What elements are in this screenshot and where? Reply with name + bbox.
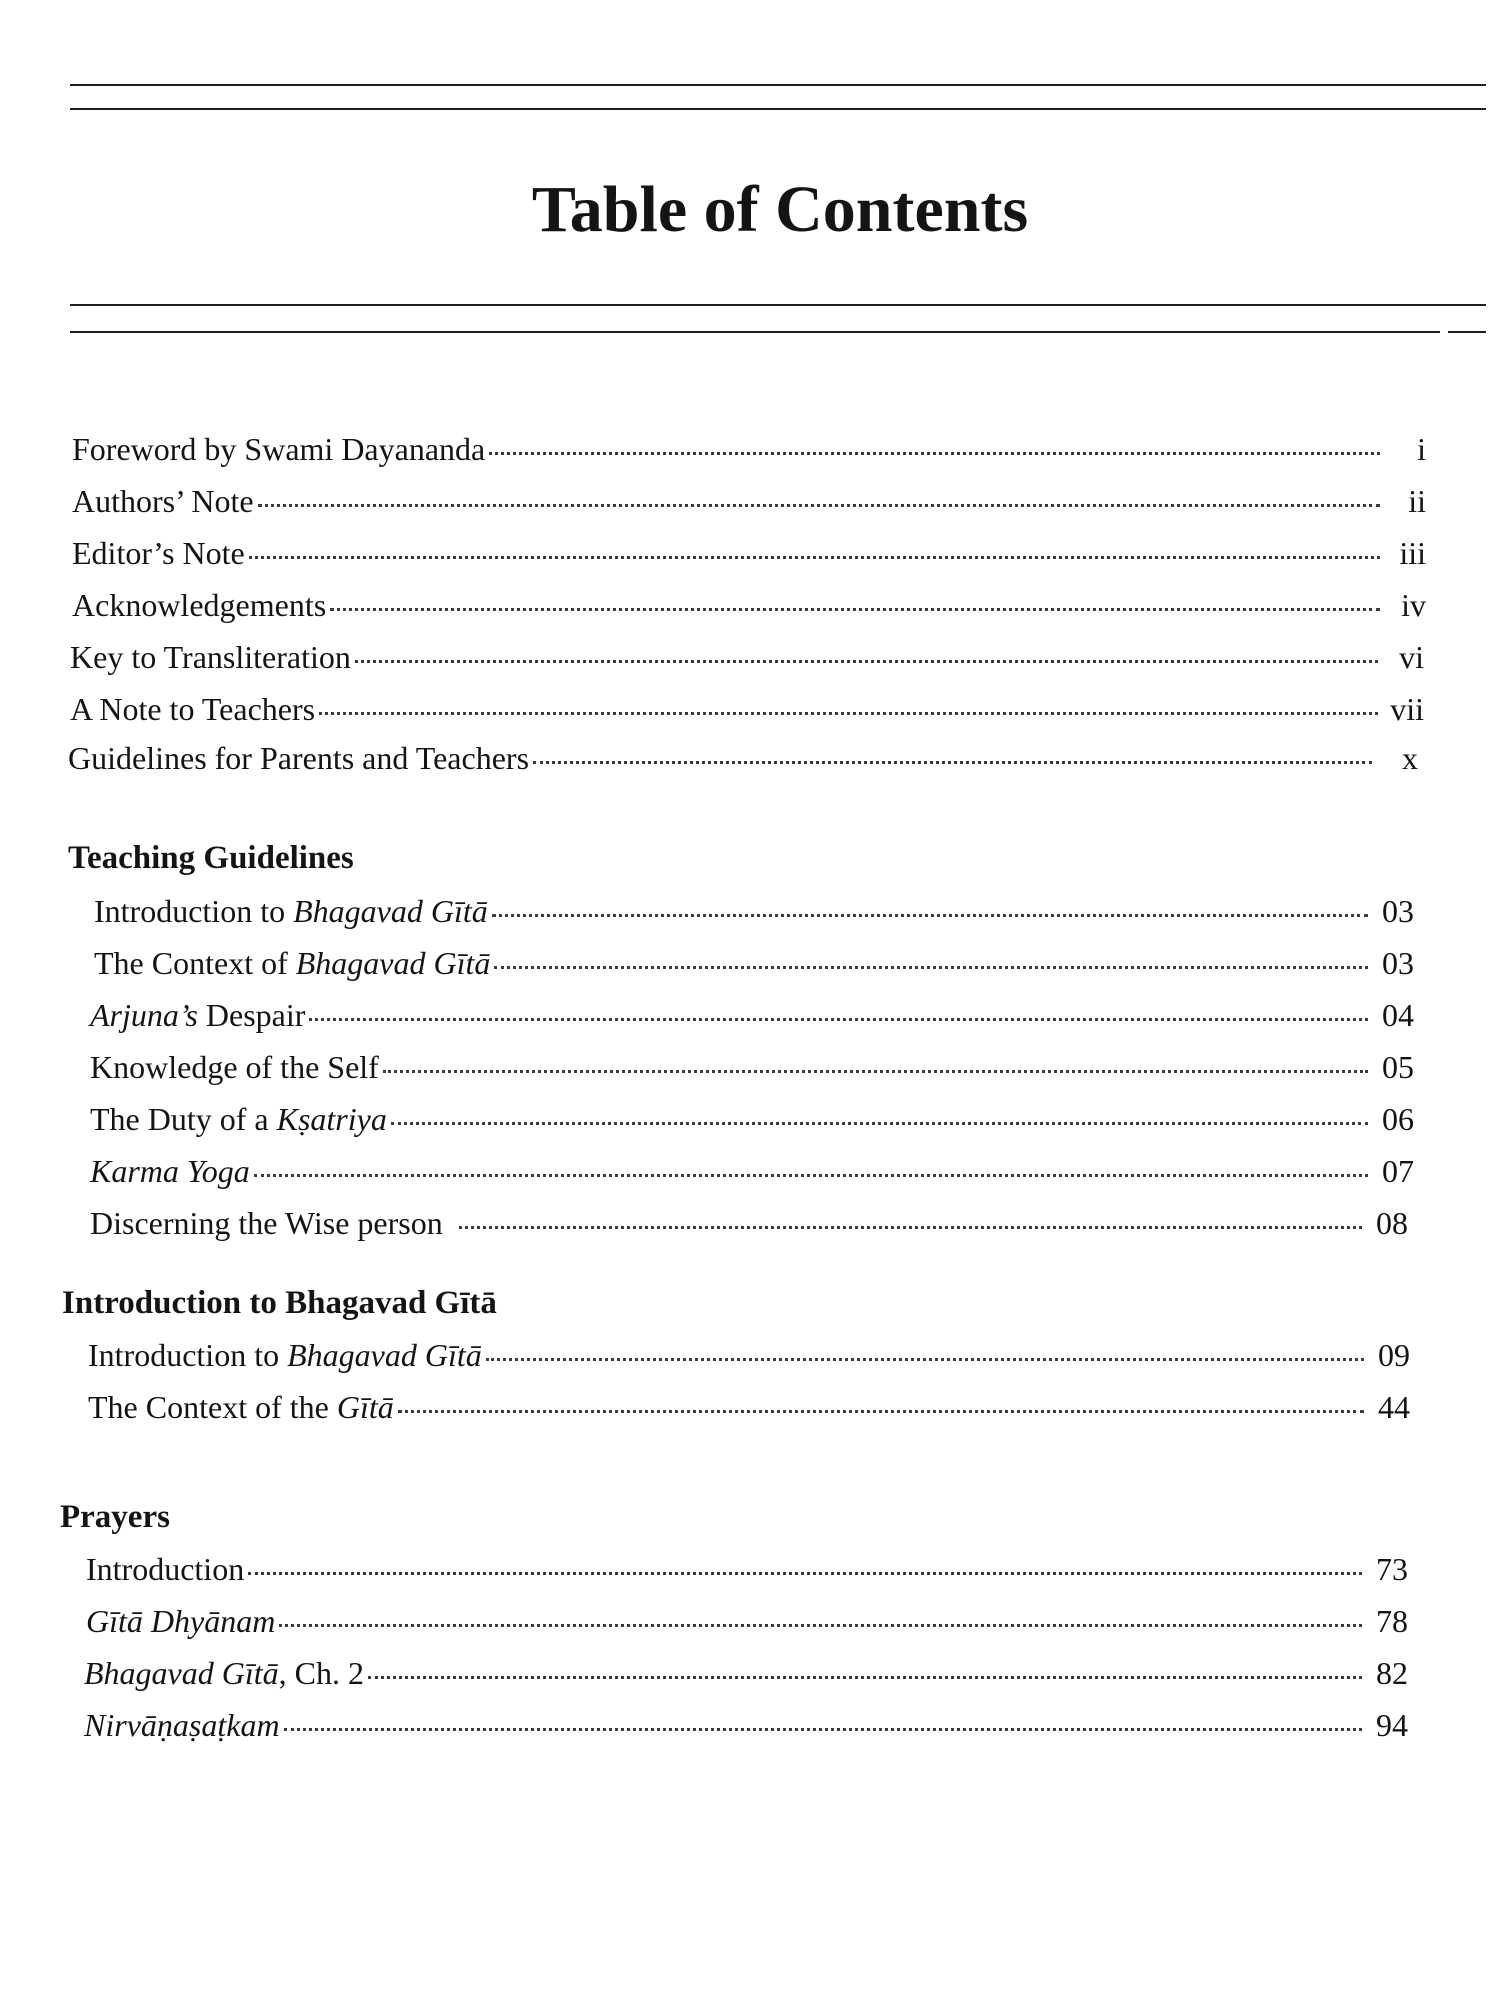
toc-entry-acknowledgements[interactable] (72, 584, 1426, 626)
toc-entry-page: 03 (1382, 945, 1414, 981)
toc-entry-note-to-teachers[interactable] (70, 688, 1424, 730)
toc-entry-key-to-transliteration[interactable] (70, 636, 1424, 678)
toc-entry-page: 94 (1376, 1707, 1408, 1743)
toc-entry-page: vii (1390, 691, 1424, 727)
dot-leader (284, 1728, 1362, 1731)
toc-entry-label: A Note to Teachers (70, 691, 316, 727)
toc-entry-label: Introduction (86, 1551, 245, 1587)
toc-entry-label: Knowledge of the Self (90, 1049, 379, 1085)
toc-entry[interactable] (90, 1202, 1408, 1244)
toc-entry-label: Guidelines for Parents and Teachers (68, 740, 530, 776)
dot-leader (494, 966, 1368, 969)
toc-entry-page: 04 (1382, 997, 1414, 1033)
toc-entry-label: Introduction to Bhagavad Gītā (88, 1337, 482, 1373)
toc-entry[interactable] (90, 1098, 1414, 1140)
dot-leader (258, 504, 1380, 507)
toc-entry-label: Editor’s Note (72, 535, 245, 571)
toc-entry-page: 03 (1382, 893, 1414, 929)
dot-leader (319, 712, 1378, 715)
toc-entry-label: Key to Transliteration (70, 639, 351, 675)
toc-entry[interactable] (88, 1386, 1410, 1428)
dot-leader (486, 1358, 1364, 1361)
dot-leader (391, 1122, 1368, 1125)
toc-entry-page: x (1402, 740, 1418, 776)
dot-leader (533, 761, 1372, 764)
toc-entry-page: 07 (1382, 1153, 1414, 1189)
toc-entry[interactable] (86, 1600, 1408, 1642)
section-heading-prayers: Prayers (60, 1499, 170, 1535)
toc-entry[interactable] (94, 890, 1414, 932)
page-title: Table of Contents (531, 173, 1029, 246)
section-heading-teaching-guidelines: Teaching Guidelines (68, 840, 354, 876)
toc-entry[interactable] (86, 1548, 1408, 1590)
toc-entry-editors-note[interactable] (72, 532, 1426, 574)
dot-leader (398, 1410, 1364, 1413)
toc-entry-label: Arjuna’s Despair (90, 997, 306, 1033)
top-rule-1 (70, 84, 1486, 86)
toc-entry-page: iii (1399, 535, 1426, 571)
toc-entry-page: 09 (1378, 1337, 1410, 1373)
dot-leader (492, 914, 1368, 917)
dot-leader (383, 1070, 1368, 1073)
toc-entry-label: The Context of the Gītā (88, 1389, 394, 1425)
toc-entry-page: 06 (1382, 1101, 1414, 1137)
dot-leader (248, 1572, 1362, 1575)
toc-entry-label: Gītā Dhyānam (86, 1603, 276, 1639)
toc-entry-label: The Duty of a Kṣatriya (90, 1101, 387, 1137)
toc-entry-page: 78 (1376, 1603, 1408, 1639)
toc-entry[interactable] (90, 994, 1414, 1036)
toc-entry-page: 08 (1376, 1205, 1408, 1241)
toc-entry[interactable] (84, 1704, 1408, 1746)
top-rule-2 (70, 108, 1486, 110)
toc-entry-page: vi (1399, 639, 1424, 675)
toc-entry-label: Discerning the Wise person (90, 1205, 443, 1241)
toc-entry-authors-note[interactable] (72, 480, 1426, 522)
toc-entry[interactable] (94, 942, 1414, 984)
toc-entry[interactable] (90, 1150, 1414, 1192)
dot-leader (355, 660, 1378, 663)
toc-entry-label: Introduction to Bhagavad Gītā (94, 893, 488, 929)
dot-leader (330, 608, 1380, 611)
toc-entry-label: Acknowledgements (72, 587, 327, 623)
toc-entry-label: Karma Yoga (90, 1153, 250, 1189)
toc-entry-page: 05 (1382, 1049, 1414, 1085)
toc-entry-page: 73 (1376, 1551, 1408, 1587)
toc-entry-label: The Context of Bhagavad Gītā (94, 945, 491, 981)
toc-entry[interactable] (84, 1652, 1408, 1694)
toc-entry-page: i (1417, 431, 1426, 467)
mid-rule-1 (70, 304, 1486, 306)
dot-leader (254, 1174, 1368, 1177)
toc-entry-label: Nirvāṇaṣaṭkam (84, 1707, 280, 1743)
toc-entry-label: Authors’ Note (72, 483, 254, 519)
dot-leader (249, 556, 1380, 559)
toc-entry[interactable] (88, 1334, 1410, 1376)
mid-rule-2-end (1448, 331, 1486, 333)
dot-leader (368, 1676, 1362, 1679)
toc-entry-label: Foreword by Swami Dayananda (72, 431, 486, 467)
dot-leader (489, 452, 1380, 455)
toc-entry-label: Bhagavad Gītā, Ch. 2 (84, 1655, 364, 1691)
section-heading-introduction: Introduction to Bhagavad Gītā (62, 1285, 497, 1321)
toc-entry[interactable] (90, 1046, 1414, 1088)
toc-entry-page: ii (1408, 483, 1426, 519)
mid-rule-2 (70, 331, 1440, 333)
dot-leader (309, 1018, 1368, 1021)
toc-entry-page: 44 (1378, 1389, 1410, 1425)
dot-leader (459, 1226, 1362, 1229)
toc-entry-page: iv (1401, 587, 1426, 623)
toc-entry-guidelines[interactable] (68, 737, 1418, 779)
toc-entry-foreword[interactable] (72, 428, 1426, 470)
dot-leader (279, 1624, 1362, 1627)
toc-entry-page: 82 (1376, 1655, 1408, 1691)
